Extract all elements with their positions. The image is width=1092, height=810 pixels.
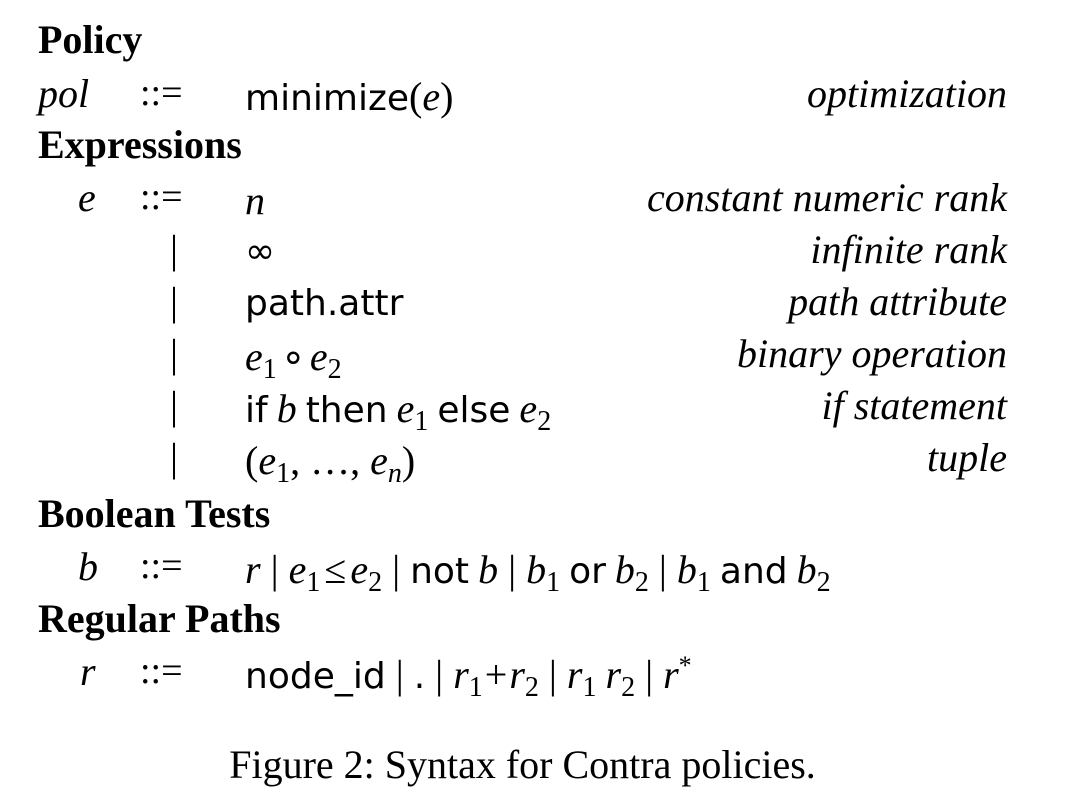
grammar-row-infinite — [0, 227, 1092, 282]
rhs-paths: node_id | . | $r_1+r_2$ | $r_1$ $r_2$ | r* — [245, 651, 692, 703]
description-if: if statement — [821, 383, 1007, 428]
alt-bar: | — [170, 227, 179, 272]
section-heading-policy: Policy — [38, 17, 143, 62]
alt-bar: | — [170, 383, 179, 428]
nonterminal-pol: pol — [38, 71, 90, 116]
alt-bar: | — [170, 435, 179, 480]
grammar-row-constant — [0, 175, 1092, 230]
grammar-row-binary — [0, 331, 1092, 386]
nonterminal-r: r — [80, 649, 96, 694]
section-heading-boolean: Boolean Tests — [38, 491, 271, 536]
description-constant: constant numeric rank — [647, 175, 1007, 220]
grammar-row-path-attr — [0, 279, 1092, 334]
defines-symbol: ::= — [140, 545, 183, 587]
grammar-row-boolean — [0, 544, 1092, 599]
rhs-path-attr: path.attr — [245, 283, 404, 324]
rhs-infinity: ∞ — [245, 231, 275, 272]
grammar-row-policy — [0, 71, 1092, 126]
rhs-if-statement: if b then $e_1$ else $e_2$ — [245, 386, 552, 437]
defines-symbol: ::= — [140, 72, 183, 114]
rhs-tuple: ($e_1$, …, $e_n$) — [245, 438, 416, 489]
grammar-row-paths — [0, 649, 1092, 704]
nonterminal-e: e — [78, 175, 96, 220]
description-path-attribute: path attribute — [788, 279, 1007, 324]
description-tuple: tuple — [927, 435, 1007, 480]
rhs-binary-op: $e_1$ ∘ $e_2$ — [245, 334, 342, 385]
defines-symbol: ::= — [140, 650, 183, 692]
nonterminal-b: b — [78, 544, 98, 589]
description-infinite: infinite rank — [810, 227, 1007, 272]
grammar-row-if — [0, 383, 1092, 438]
description-binary: binary operation — [737, 331, 1007, 376]
grammar-row-tuple — [0, 435, 1092, 490]
rhs-minimize: minimize(e) — [245, 74, 454, 119]
section-heading-paths: Regular Paths — [38, 596, 281, 641]
section-heading-expressions: Expressions — [38, 122, 242, 167]
alt-bar: | — [170, 331, 179, 376]
description-optimization: optimization — [806, 71, 1007, 116]
figure-caption: Figure 2: Syntax for Contra policies. — [229, 742, 816, 787]
alt-bar: | — [170, 279, 179, 324]
rhs-n: n — [245, 178, 265, 223]
defines-symbol: ::= — [140, 176, 183, 218]
rhs-boolean: r | $e_1 \le e_2$ | not b | $b_1$ or $b_2$ | $b_1$ and $b_2$ — [245, 547, 831, 598]
